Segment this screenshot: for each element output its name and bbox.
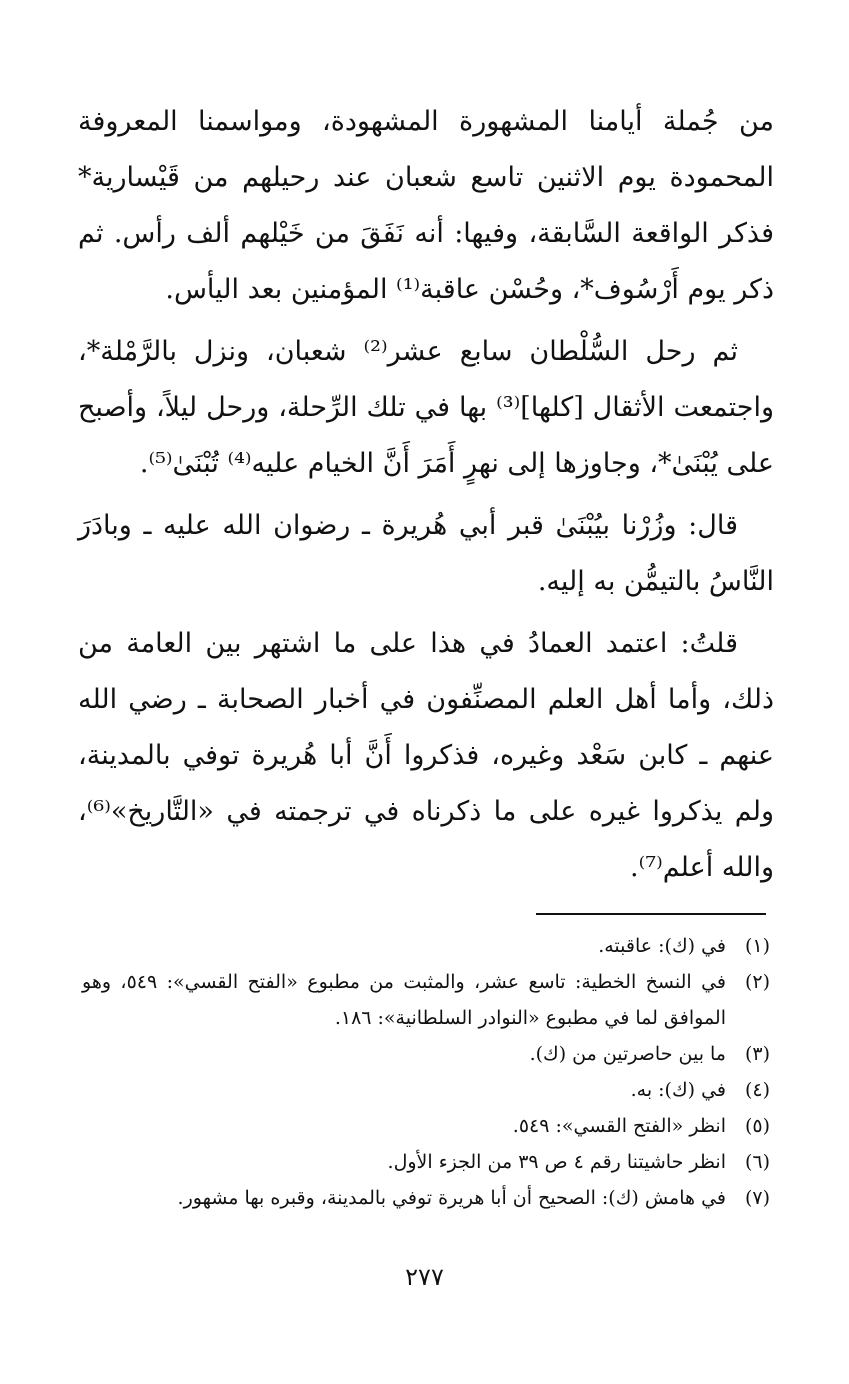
footnote-item [82,1108,770,1144]
footnote-divider [536,913,766,915]
footnote-text: انظر «الفتح القسي»: ٥٤٩. [512,1115,726,1137]
footnote-text: في النسخ الخطية: تاسع عشر، والمثبت من مطبوع «الفتح القسي»: ٥٤٩، وهو الموافق لما في مطبوع «النوادر السلطانية»: ١٨٦. [82,971,726,1029]
footnote-item [82,1036,770,1072]
main-text [78,94,774,902]
footnote-number: (١) [744,935,770,957]
footnote-number: (٥) [744,1115,770,1137]
footnotes-list [82,928,770,1216]
footnote-item [82,1180,770,1216]
footnote-number: (٣) [744,1043,770,1065]
footnote-text: انظر حاشيتنا رقم ٤ ص ٣٩ من الجزء الأول. [387,1151,726,1173]
footnote-number: (٢) [744,971,770,993]
footnote-number: (٦) [744,1151,770,1173]
footnote-item [82,1144,770,1180]
footnote-number: (٤) [744,1079,770,1101]
paragraph: قال: وزُرْنا بيُبْنَىٰ قبر أبي هُريرة ـ رضوان الله عليه ـ وبادَرَ النَّاسُ بالتيمُّن به إليه. [78,510,774,597]
footnote-number: (٧) [744,1187,770,1209]
footnote-item [82,1072,770,1108]
footnote-text: ما بين حاصرتين من (ك). [529,1043,726,1065]
paragraph: قلتُ: اعتمد العمادُ في هذا على ما اشتهر بين العامة من ذلك، وأما أهل العلم المصنِّفون في أخبار الصحابة ـ رضي الله عنهم ـ كابن سَعْد وغيره، فذكروا أَنَّ أبا هُريرة توفي بالمدينة، ولم يذكروا غيره على ما ذكرناه في ترجمته في «التَّاريخ»⁽⁶⁾، والله أعلم⁽⁷⁾. [78,628,774,883]
footnote-text: في (ك): به. [630,1079,726,1101]
footnote-text: في (ك): عاقبته. [598,935,726,957]
footnote-item [82,964,770,1036]
footnote-item [82,928,770,964]
paragraph: ثم رحل السُّلْطان سابع عشر⁽²⁾ شعبان، ونزل بالرَّمْلة*، واجتمعت الأثقال [كلها]⁽³⁾ بها في تلك الرِّحلة، ورحل ليلاً، وأصبح على يُبْنَىٰ*، وجاوزها إلى نهرٍ أَمَرَ أَنَّ الخيام عليه⁽⁴⁾ تُبْنَىٰ⁽⁵⁾. [78,336,774,479]
page-number: ٢٧٧ [405,1263,444,1291]
footnote-text: في هامش (ك): الصحيح أن أبا هريرة توفي بالمدينة، وقبره بها مشهور. [177,1187,726,1209]
paragraph: من جُملة أيامنا المشهورة المشهودة، ومواسمنا المعروفة المحمودة يوم الاثنين تاسع شعبان عند رحيلهم من قَيْسارية* فذكر الواقعة السَّابقة، وفيها: أنه نَفَقَ من خَيْلهم ألف رأس. ثم ذكر يوم أَرْسُوف*، وحُسْن عاقبة⁽¹⁾ المؤمنين بعد اليأس. [78,106,774,305]
